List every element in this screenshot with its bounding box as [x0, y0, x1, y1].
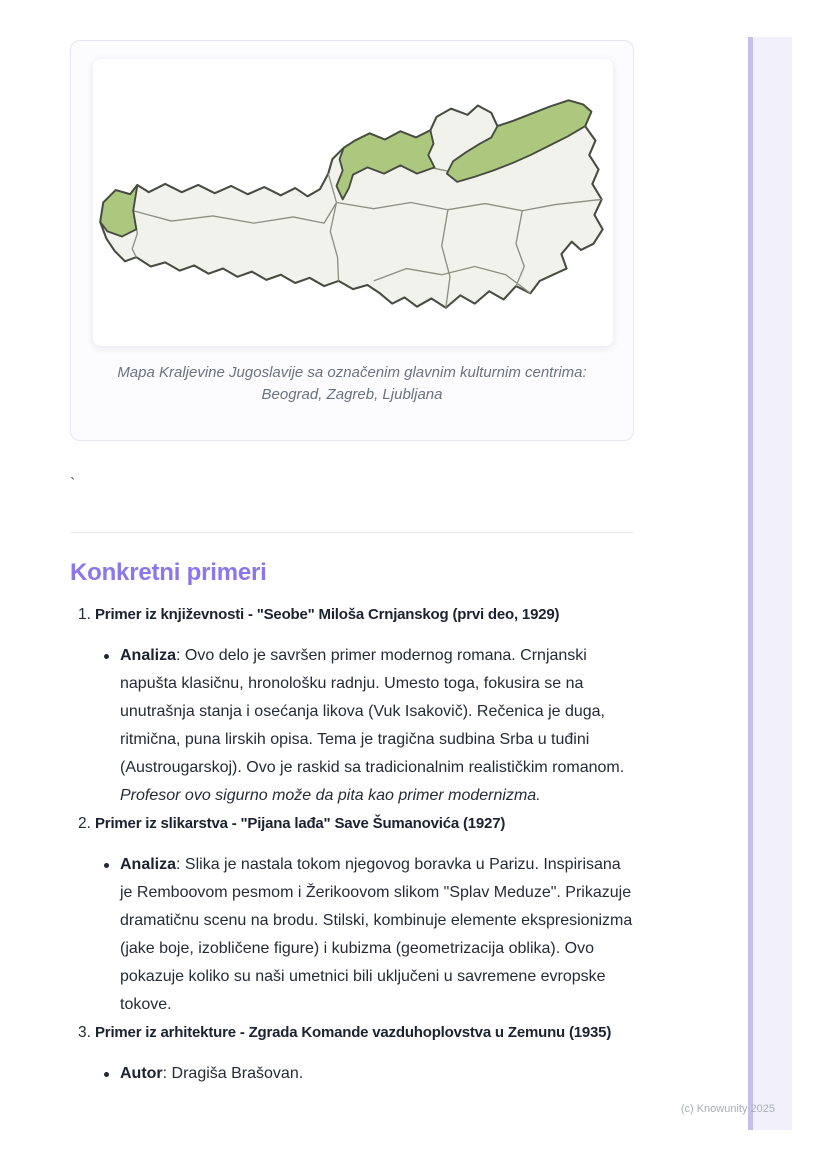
numbered-list [70, 601, 634, 1088]
bullet-item [95, 851, 634, 1019]
content-column [70, 40, 634, 1088]
bullet-text: : Ovo delo je savršen primer modernog romana. Crnjanski napušta klasičnu, hronološku radnju. Umesto toga, fokusira se na unutrašnja stanja i osećanja likova (Vuk Isakovič). Rečenica je duga, ritmična, puna lirskih opisa. Tema je tragična sudbina Srba u tuđini (Austrougarskoj). Ovo je raskid sa tradicionalnim realističkim romanom. [120, 647, 625, 776]
figure-caption [93, 362, 611, 406]
item-title: Primer iz književnosti - "Seobe" Miloša Crnjanskog (prvi deo, 1929) [95, 606, 560, 623]
bullet-text: : Slika je nastala tokom njegovog boravka u Parizu. Inspirisana je Remboovom pesmom i Žerikoovom slikom "Splav Meduze". Prikazuje dramatičnu scenu na brodu. Stilski, kombinuje elemente ekspresionizma (jake boje, izobličene figure) i kubizma (geometrizacija oblika). Ovo pokazuje koliko su naši umetnici bili uključeni u savremene evropske tokove. [120, 856, 633, 1013]
bullet-list [95, 1060, 634, 1088]
figure-card [70, 40, 634, 441]
bullet-italic-note: Profesor ovo sigurno može da pita kao primer modernizma. [120, 787, 541, 804]
bullet-marker [104, 654, 109, 659]
map-panel [93, 59, 613, 346]
bullet-text: : Dragiša Brašovan. [162, 1065, 304, 1082]
bullet-marker [104, 863, 109, 868]
item-number: 1. [78, 606, 91, 623]
section-heading: Konkretni primeri [70, 559, 267, 586]
item-title: Primer iz slikarstva - "Pijana lađa" Save Šumanovića (1927) [95, 815, 506, 832]
map-region-vorarlberg-highlight [100, 185, 137, 237]
bullet-label: Analiza [120, 856, 177, 873]
bullet-item [95, 1060, 634, 1088]
bullet-list [95, 642, 634, 810]
bullet-label: Analiza [120, 647, 177, 664]
bullet-list [95, 851, 634, 1019]
item-title: Primer iz arhitekture - Zgrada Komande vazduhoplovstva u Zemunu (1935) [95, 1024, 612, 1041]
list-item-3 [70, 1019, 634, 1088]
bullet-marker [104, 1072, 109, 1077]
item-number: 3. [78, 1024, 91, 1041]
figure-caption-line2: Beograd, Zagreb, Ljubljana [261, 386, 443, 403]
watermark: (c) Knowunity 2025 [680, 1103, 775, 1115]
stray-backtick: ` [70, 476, 76, 493]
right-margin-strip [748, 37, 792, 1130]
figure-caption-line1: Mapa Kraljevine Jugoslavije sa označenim glavnim kulturnim centrima: [117, 364, 587, 381]
bullet-item [95, 642, 634, 810]
bullet-label: Autor [120, 1065, 163, 1082]
item-number: 2. [78, 815, 91, 832]
austria-map [93, 59, 613, 346]
list-item-2 [70, 810, 634, 1019]
list-item-1 [70, 601, 634, 810]
content-divider [70, 532, 634, 533]
